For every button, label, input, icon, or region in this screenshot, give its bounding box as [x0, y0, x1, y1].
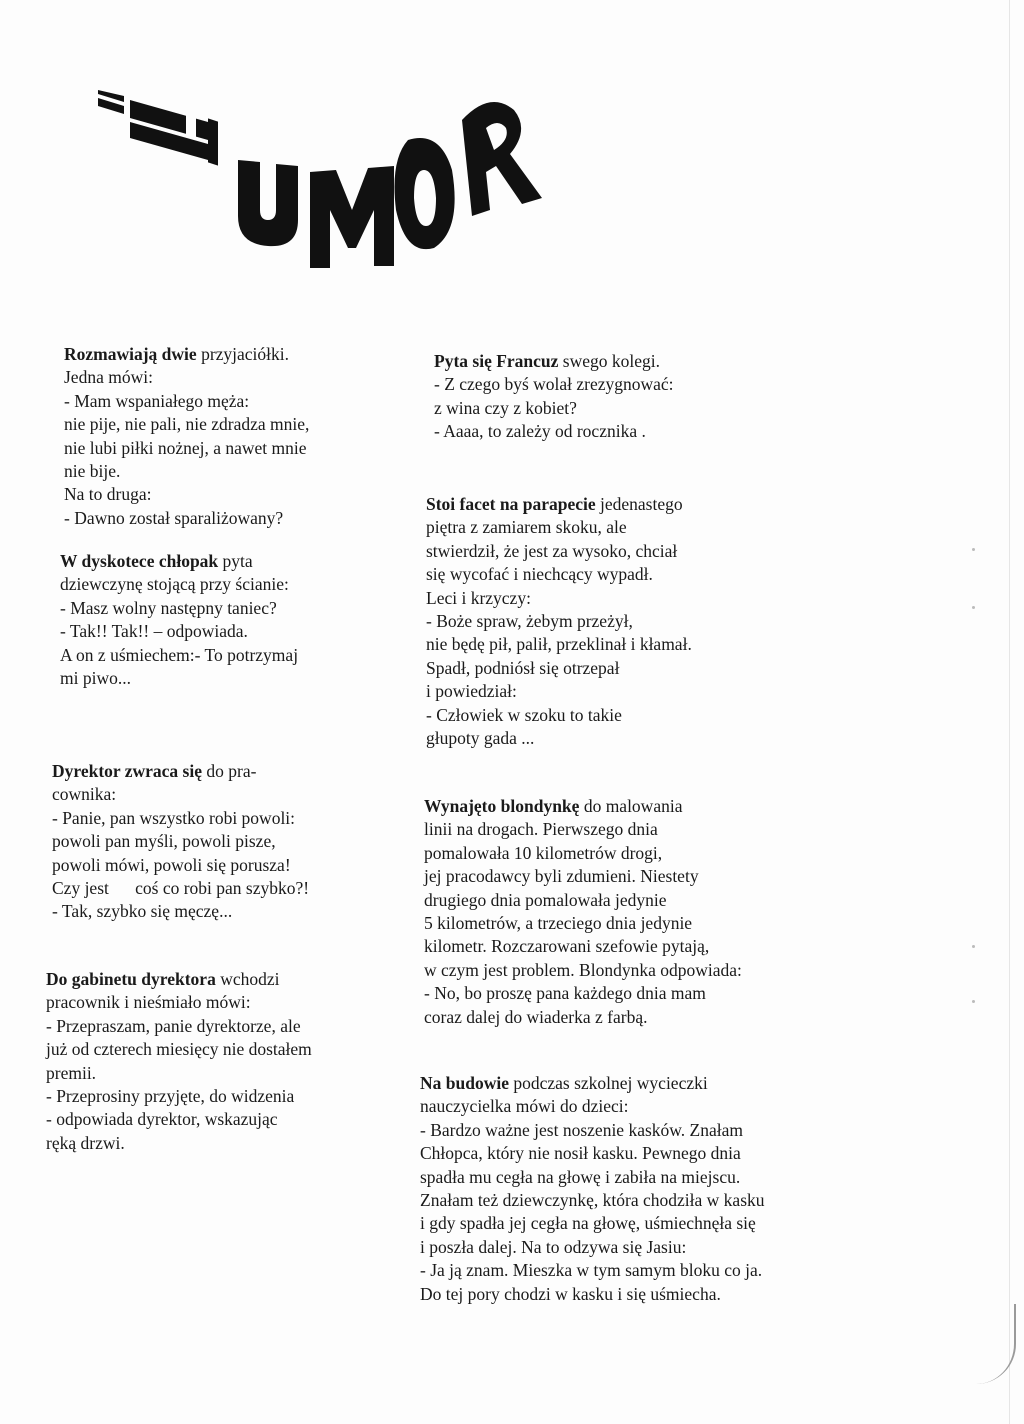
- joke-line: nie będę pił, palił, przeklinał i kłamał.: [426, 634, 692, 655]
- scan-edge: [1009, 0, 1010, 1424]
- joke-line: Leci i krzyczy:: [426, 587, 531, 608]
- joke-lead: Wynajęto blondynkę: [424, 796, 580, 816]
- joke-line: - Tak, szybko się męczę...: [52, 901, 233, 922]
- joke-line: - No, bo proszę pana każdego dnia mam: [424, 983, 706, 1004]
- joke-line: Na to druga:: [64, 484, 152, 505]
- joke-line: i poszła dalej. Na to odzywa się Jasiu:: [420, 1236, 687, 1257]
- joke-line: stwierdził, że jest za wysoko, chciał: [426, 540, 678, 561]
- joke-line: - odpowiada dyrektor, wskazując: [46, 1109, 278, 1130]
- joke-line: Znałam też dziewczynkę, która chodziła w kasku: [420, 1190, 765, 1211]
- joke-line: - Przepraszam, panie dyrektorze, ale: [46, 1015, 301, 1036]
- joke-line: coraz dalej do wiaderka z farbą.: [424, 1006, 648, 1027]
- joke-line: Jedna mówi:: [64, 367, 153, 388]
- joke-first-line-rest: jedenastego: [595, 494, 683, 514]
- joke-lead: W dyskotece chłopak: [60, 551, 219, 571]
- joke-first-line-rest: podczas szkolnej wycieczki: [508, 1073, 708, 1093]
- joke-line: nie lubi piłki nożnej, a nawet mnie: [64, 437, 307, 458]
- joke-first-line-rest: przyjaciółki.: [196, 344, 290, 364]
- joke-lead: Rozmawiają dwie: [64, 344, 197, 364]
- joke-line: nie bije.: [64, 461, 121, 482]
- scan-speck: [972, 1000, 975, 1003]
- joke-line: już od czterech miesięcy nie dostałem: [46, 1039, 312, 1060]
- joke-line: i gdy spadła jej cegła na głowę, uśmiechnęła się: [420, 1213, 756, 1234]
- joke-line: i powiedział:: [426, 681, 517, 702]
- joke-line: ręką drzwi.: [46, 1132, 125, 1153]
- joke-line: piętra z zamiarem skoku, ale: [426, 517, 627, 538]
- joke-right-3: [424, 795, 742, 1029]
- joke-left-4: [46, 968, 312, 1155]
- joke-line: - Boże spraw, żebym przeżył,: [426, 611, 633, 632]
- joke-line: - Bardzo ważne jest noszenie kasków. Znałam: [420, 1119, 743, 1140]
- joke-line: kilometr. Rozczarowani szefowie pytają,: [424, 936, 710, 957]
- scan-speck: [972, 945, 975, 948]
- joke-first-line-rest: swego kolegi.: [558, 351, 661, 371]
- scan-speck: [972, 548, 975, 551]
- scan-speck: [972, 606, 975, 609]
- joke-line: w czym jest problem. Blondynka odpowiada:: [424, 959, 742, 980]
- joke-lead: Do gabinetu dyrektora: [46, 969, 216, 989]
- joke-line: powoli mówi, powoli się porusza!: [52, 854, 291, 875]
- joke-line: Spadł, podniósł się otrzepał: [426, 657, 620, 678]
- joke-first-line-rest: pyta: [218, 551, 253, 571]
- joke-first-line-rest: wchodzi: [215, 969, 280, 989]
- joke-line: - Mam wspaniałego męża:: [64, 390, 250, 411]
- joke-line: jej pracodawcy byli zdumieni. Niestety: [424, 866, 699, 887]
- joke-line: głupoty gada ...: [426, 728, 535, 749]
- joke-line: - Przeprosiny przyjęte, do widzenia: [46, 1086, 295, 1107]
- joke-line: cownika:: [52, 784, 117, 805]
- joke-lead: Stoi facet na parapecie: [426, 494, 596, 514]
- joke-lead: Na budowie: [420, 1073, 509, 1093]
- joke-left-1: [64, 343, 309, 530]
- joke-line: A on z uśmiechem:- To potrzymaj: [60, 644, 299, 665]
- joke-right-2: [426, 493, 692, 750]
- joke-left-2: [60, 550, 298, 690]
- joke-line: z wina czy z kobiet?: [434, 397, 577, 418]
- joke-first-line-rest: do malowania: [579, 796, 683, 816]
- joke-lead: Pyta się Francuz: [434, 351, 559, 371]
- joke-line: - Ja ją znam. Mieszka w tym samym bloku co ja.: [420, 1260, 763, 1281]
- joke-line: premii.: [46, 1062, 97, 1083]
- joke-line: nie pije, nie pali, nie zdradza mnie,: [64, 414, 310, 435]
- joke-first-line-rest: do pra-: [202, 761, 257, 781]
- joke-left-3: [52, 760, 309, 924]
- joke-line: drugiego dnia pomalowała jedynie: [424, 889, 667, 910]
- joke-line: się wycofać i niechcący wypadł.: [426, 564, 653, 585]
- joke-line: nauczycielka mówi do dzieci:: [420, 1096, 629, 1117]
- joke-line: - Masz wolny następny taniec?: [60, 597, 277, 618]
- joke-line: spadła mu cegła na głowę i zabiła na miejscu.: [420, 1166, 741, 1187]
- joke-line: Chłopca, który nie nosił kasku. Pewnego dnia: [420, 1143, 741, 1164]
- joke-line: linii na drogach. Pierwszego dnia: [424, 819, 658, 840]
- joke-line: - Tak!! Tak!! – odpowiada.: [60, 621, 248, 642]
- joke-lead: Dyrektor zwraca się: [52, 761, 202, 781]
- joke-line: powoli pan myśli, powoli pisze,: [52, 831, 276, 852]
- joke-line: mi piwo...: [60, 668, 131, 689]
- joke-right-1: [434, 350, 674, 444]
- joke-line: pomalowała 10 kilometrów drogi,: [424, 842, 663, 863]
- joke-line: - Aaaa, to zależy od rocznika .: [434, 421, 646, 442]
- joke-line: - Człowiek w szoku to takie: [426, 704, 622, 725]
- joke-line: - Dawno został sparaliżowany?: [64, 507, 284, 528]
- joke-right-4: [420, 1072, 765, 1306]
- joke-line: Do tej pory chodzi w kasku i się uśmiecha.: [420, 1283, 721, 1304]
- humor-title-wordart: [90, 80, 610, 300]
- joke-line: dziewczynę stojącą przy ścianie:: [60, 574, 289, 595]
- joke-line: - Z czego byś wolał zrezygnować:: [434, 374, 674, 395]
- joke-line: 5 kilometrów, a trzeciego dnia jedynie: [424, 913, 693, 934]
- joke-line: pracownik i nieśmiało mówi:: [46, 992, 251, 1013]
- joke-line: - Panie, pan wszystko robi powoli:: [52, 807, 296, 828]
- joke-line: Czy jest coś co robi pan szybko?!: [52, 878, 310, 899]
